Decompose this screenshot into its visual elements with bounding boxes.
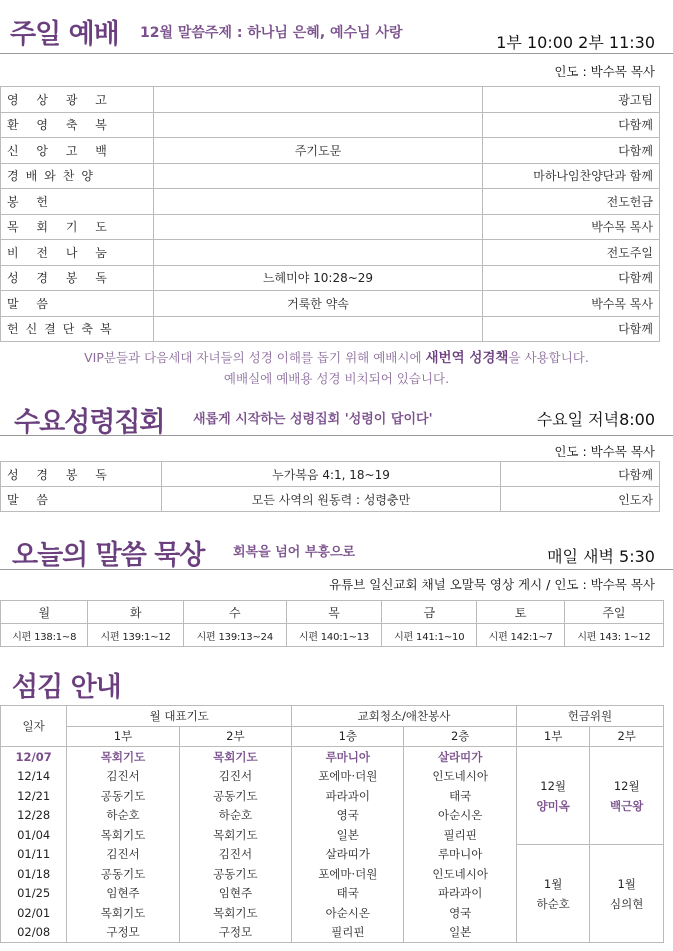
offering-person: 심의현 [610, 896, 644, 911]
prayer-1: 목회기도 [67, 903, 179, 923]
cleaning-1f: 태국 [292, 884, 404, 904]
wednesday-row [1, 487, 660, 512]
prayer-2: 목회기도 [179, 903, 291, 923]
worship-content: 느헤미야 10:28~29 [154, 265, 483, 291]
wednesday-item: 말 씀 [1, 487, 162, 512]
prayer-1: 하순호 [67, 806, 179, 826]
worship-item: 영 상 광 고 [1, 87, 154, 113]
divider [0, 53, 673, 54]
worship-order-table [0, 86, 660, 342]
wednesday-leader: 인도자 [501, 487, 660, 512]
meditation-title: 오늘의 말씀 묵상 [12, 540, 205, 571]
header-cleaning: 교회청소/애찬봉사 [292, 706, 517, 727]
worship-item: 비 전 나 눔 [1, 240, 154, 266]
worship-row [1, 265, 660, 291]
meditation-time: 매일 새벽 5:30 [547, 547, 655, 566]
service-date: 01/18 [1, 864, 67, 884]
prayer-1: 공동기도 [67, 786, 179, 806]
service-date: 01/25 [1, 884, 67, 904]
header-date: 일자 [1, 706, 67, 747]
meditation-table [0, 600, 664, 647]
worship-leader: 전도주일 [483, 240, 660, 266]
offering-person: 양미옥 [536, 798, 570, 813]
worship-row [1, 316, 660, 342]
cleaning-2f: 일본 [404, 923, 516, 943]
divider [0, 569, 673, 570]
day-header: 화 [88, 601, 183, 624]
cleaning-1f: 포에마·더원 [292, 864, 404, 884]
worship-item: 목 회 기 도 [1, 214, 154, 240]
day-passage: 시편 138:1~8 [1, 624, 88, 647]
service-date: 02/08 [1, 923, 67, 943]
prayer-2: 김진서 [179, 845, 291, 865]
worship-content [154, 189, 483, 215]
service-table [0, 705, 664, 943]
service-date: 01/04 [1, 825, 67, 845]
wednesday-table [0, 461, 660, 512]
cleaning-1f: 필리핀 [292, 923, 404, 943]
wednesday-time: 수요일 저녁8:00 [536, 410, 655, 429]
meditation-leader: 유튜브 일신교회 채널 오말묵 영상 게시 / 인도 : 박수목 목사 [329, 577, 655, 592]
sub-header: 1부 [516, 726, 590, 747]
day-header: 토 [477, 601, 564, 624]
note-text-2: 을 사용합니다. [508, 350, 589, 365]
wednesday-item: 성 경 봉 독 [1, 462, 162, 487]
offering-person: 하순호 [536, 896, 570, 911]
prayer-2: 공동기도 [179, 864, 291, 884]
worship-row [1, 291, 660, 317]
day-header: 월 [1, 601, 88, 624]
service-date: 12/21 [1, 786, 67, 806]
worship-leader: 다함께 [483, 316, 660, 342]
prayer-2: 하순호 [179, 806, 291, 826]
prayer-2: 목회기도 [179, 747, 291, 767]
sub-header: 1부 [67, 726, 179, 747]
day-passage: 시편 143: 1~12 [564, 624, 663, 647]
worship-leader: 광고팀 [483, 87, 660, 113]
worship-row [1, 189, 660, 215]
offering-month: 12월 [540, 778, 567, 793]
worship-leader: 다함께 [483, 112, 660, 138]
cleaning-1f: 루마니아 [292, 747, 404, 767]
worship-item: 말 씀 [1, 291, 154, 317]
service-date: 02/01 [1, 903, 67, 923]
offering-month: 1월 [543, 876, 563, 891]
cleaning-2f: 인도네시아 [404, 767, 516, 787]
worship-leader: 박수목 목사 [483, 291, 660, 317]
day-passage: 시편 140:1~13 [286, 624, 381, 647]
worship-leader: 다함께 [483, 265, 660, 291]
worship-content [154, 163, 483, 189]
worship-row [1, 87, 660, 113]
header-prayer: 월 대표기도 [67, 706, 292, 727]
day-header: 금 [382, 601, 477, 624]
sub-header: 2층 [404, 726, 516, 747]
offering-month: 12월 [613, 778, 640, 793]
worship-content [154, 240, 483, 266]
cleaning-2f: 루마니아 [404, 845, 516, 865]
service-title: 섬김 안내 [12, 672, 121, 703]
note-bold: 새번역 성경책 [425, 350, 509, 366]
header-offering: 헌금위원 [516, 706, 663, 727]
offering-1 [516, 747, 590, 845]
cleaning-2f: 영국 [404, 903, 516, 923]
worship-row [1, 240, 660, 266]
prayer-1: 목회기도 [67, 747, 179, 767]
day-header: 주일 [564, 601, 663, 624]
service-row [1, 747, 664, 767]
cleaning-2f: 파라과이 [404, 884, 516, 904]
prayer-1: 구정모 [67, 923, 179, 943]
wednesday-content: 누가복음 4:1, 18~19 [162, 462, 501, 487]
sub-header: 2부 [179, 726, 291, 747]
cleaning-1f: 파라과이 [292, 786, 404, 806]
cleaning-1f: 아순시온 [292, 903, 404, 923]
prayer-2: 구정모 [179, 923, 291, 943]
prayer-1: 김진서 [67, 845, 179, 865]
cleaning-1f: 일본 [292, 825, 404, 845]
offering-1 [516, 845, 590, 943]
service-date: 12/07 [1, 747, 67, 767]
wednesday-row [1, 462, 660, 487]
worship-content: 거룩한 약속 [154, 291, 483, 317]
worship-leader: 다함께 [483, 138, 660, 164]
note-text-1: VIP분들과 다음세대 자녀들의 성경 이해를 돕기 위해 예배시에 [84, 350, 426, 365]
offering-person: 백근왕 [610, 798, 644, 813]
divider [0, 435, 673, 436]
worship-row [1, 163, 660, 189]
cleaning-2f: 필리핀 [404, 825, 516, 845]
sunday-leader: 인도 : 박수목 목사 [554, 64, 655, 79]
prayer-2: 목회기도 [179, 825, 291, 845]
bible-note [0, 346, 673, 366]
worship-row [1, 138, 660, 164]
worship-content [154, 214, 483, 240]
day-header: 목 [286, 601, 381, 624]
day-passage: 시편 142:1~7 [477, 624, 564, 647]
wednesday-title: 수요성령집회 [14, 407, 165, 438]
worship-item: 성 경 봉 독 [1, 265, 154, 291]
worship-content: 주기도문 [154, 138, 483, 164]
service-date: 01/11 [1, 845, 67, 865]
service-row [1, 845, 664, 865]
wednesday-leader: 인도 : 박수목 목사 [554, 444, 655, 459]
sunday-time: 1부 10:00 2부 11:30 [496, 33, 655, 52]
sub-header: 2부 [590, 726, 664, 747]
worship-item: 헌신결단축복 [1, 316, 154, 342]
prayer-2: 임현주 [179, 884, 291, 904]
worship-item: 경배와찬양 [1, 163, 154, 189]
worship-item: 신 앙 고 백 [1, 138, 154, 164]
offering-month: 1월 [617, 876, 636, 891]
worship-leader: 전도헌금 [483, 189, 660, 215]
cleaning-2f: 살라띠가 [404, 747, 516, 767]
worship-content [154, 112, 483, 138]
day-passage: 시편 139:1~12 [88, 624, 183, 647]
service-date: 12/14 [1, 767, 67, 787]
worship-content [154, 87, 483, 113]
prayer-1: 공동기도 [67, 864, 179, 884]
offering-2 [590, 845, 664, 943]
day-header: 수 [183, 601, 286, 624]
meditation-subtitle: 회복을 넘어 부흥으로 [233, 545, 356, 560]
bible-note-2: 예배실에 예배용 성경 비치되어 있습니다. [223, 371, 450, 386]
worship-item: 봉 헌 [1, 189, 154, 215]
cleaning-1f: 포에마·더원 [292, 767, 404, 787]
worship-leader: 박수목 목사 [483, 214, 660, 240]
cleaning-2f: 아순시온 [404, 806, 516, 826]
service-date: 12/28 [1, 806, 67, 826]
prayer-2: 공동기도 [179, 786, 291, 806]
cleaning-1f: 살라띠가 [292, 845, 404, 865]
worship-item: 환 영 축 복 [1, 112, 154, 138]
worship-leader: 마하나임찬양단과 함께 [483, 163, 660, 189]
prayer-2: 김진서 [179, 767, 291, 787]
worship-content [154, 316, 483, 342]
wednesday-leader: 다함께 [501, 462, 660, 487]
wednesday-subtitle: 새롭게 시작하는 성령집회 '성령이 답이다' [193, 412, 433, 427]
sub-header: 1층 [292, 726, 404, 747]
worship-row [1, 214, 660, 240]
cleaning-2f: 인도네시아 [404, 864, 516, 884]
sunday-theme: 12월 말씀주제 : 하나님 은혜, 예수님 사랑 [140, 25, 403, 41]
prayer-1: 목회기도 [67, 825, 179, 845]
sunday-title: 주일 예배 [10, 19, 119, 50]
offering-2 [590, 747, 664, 845]
prayer-1: 김진서 [67, 767, 179, 787]
prayer-1: 임현주 [67, 884, 179, 904]
worship-row [1, 112, 660, 138]
cleaning-1f: 영국 [292, 806, 404, 826]
day-passage: 시편 141:1~10 [382, 624, 477, 647]
cleaning-2f: 태국 [404, 786, 516, 806]
wednesday-content: 모든 사역의 원동력 : 성령충만 [162, 487, 501, 512]
day-passage: 시편 139:13~24 [183, 624, 286, 647]
